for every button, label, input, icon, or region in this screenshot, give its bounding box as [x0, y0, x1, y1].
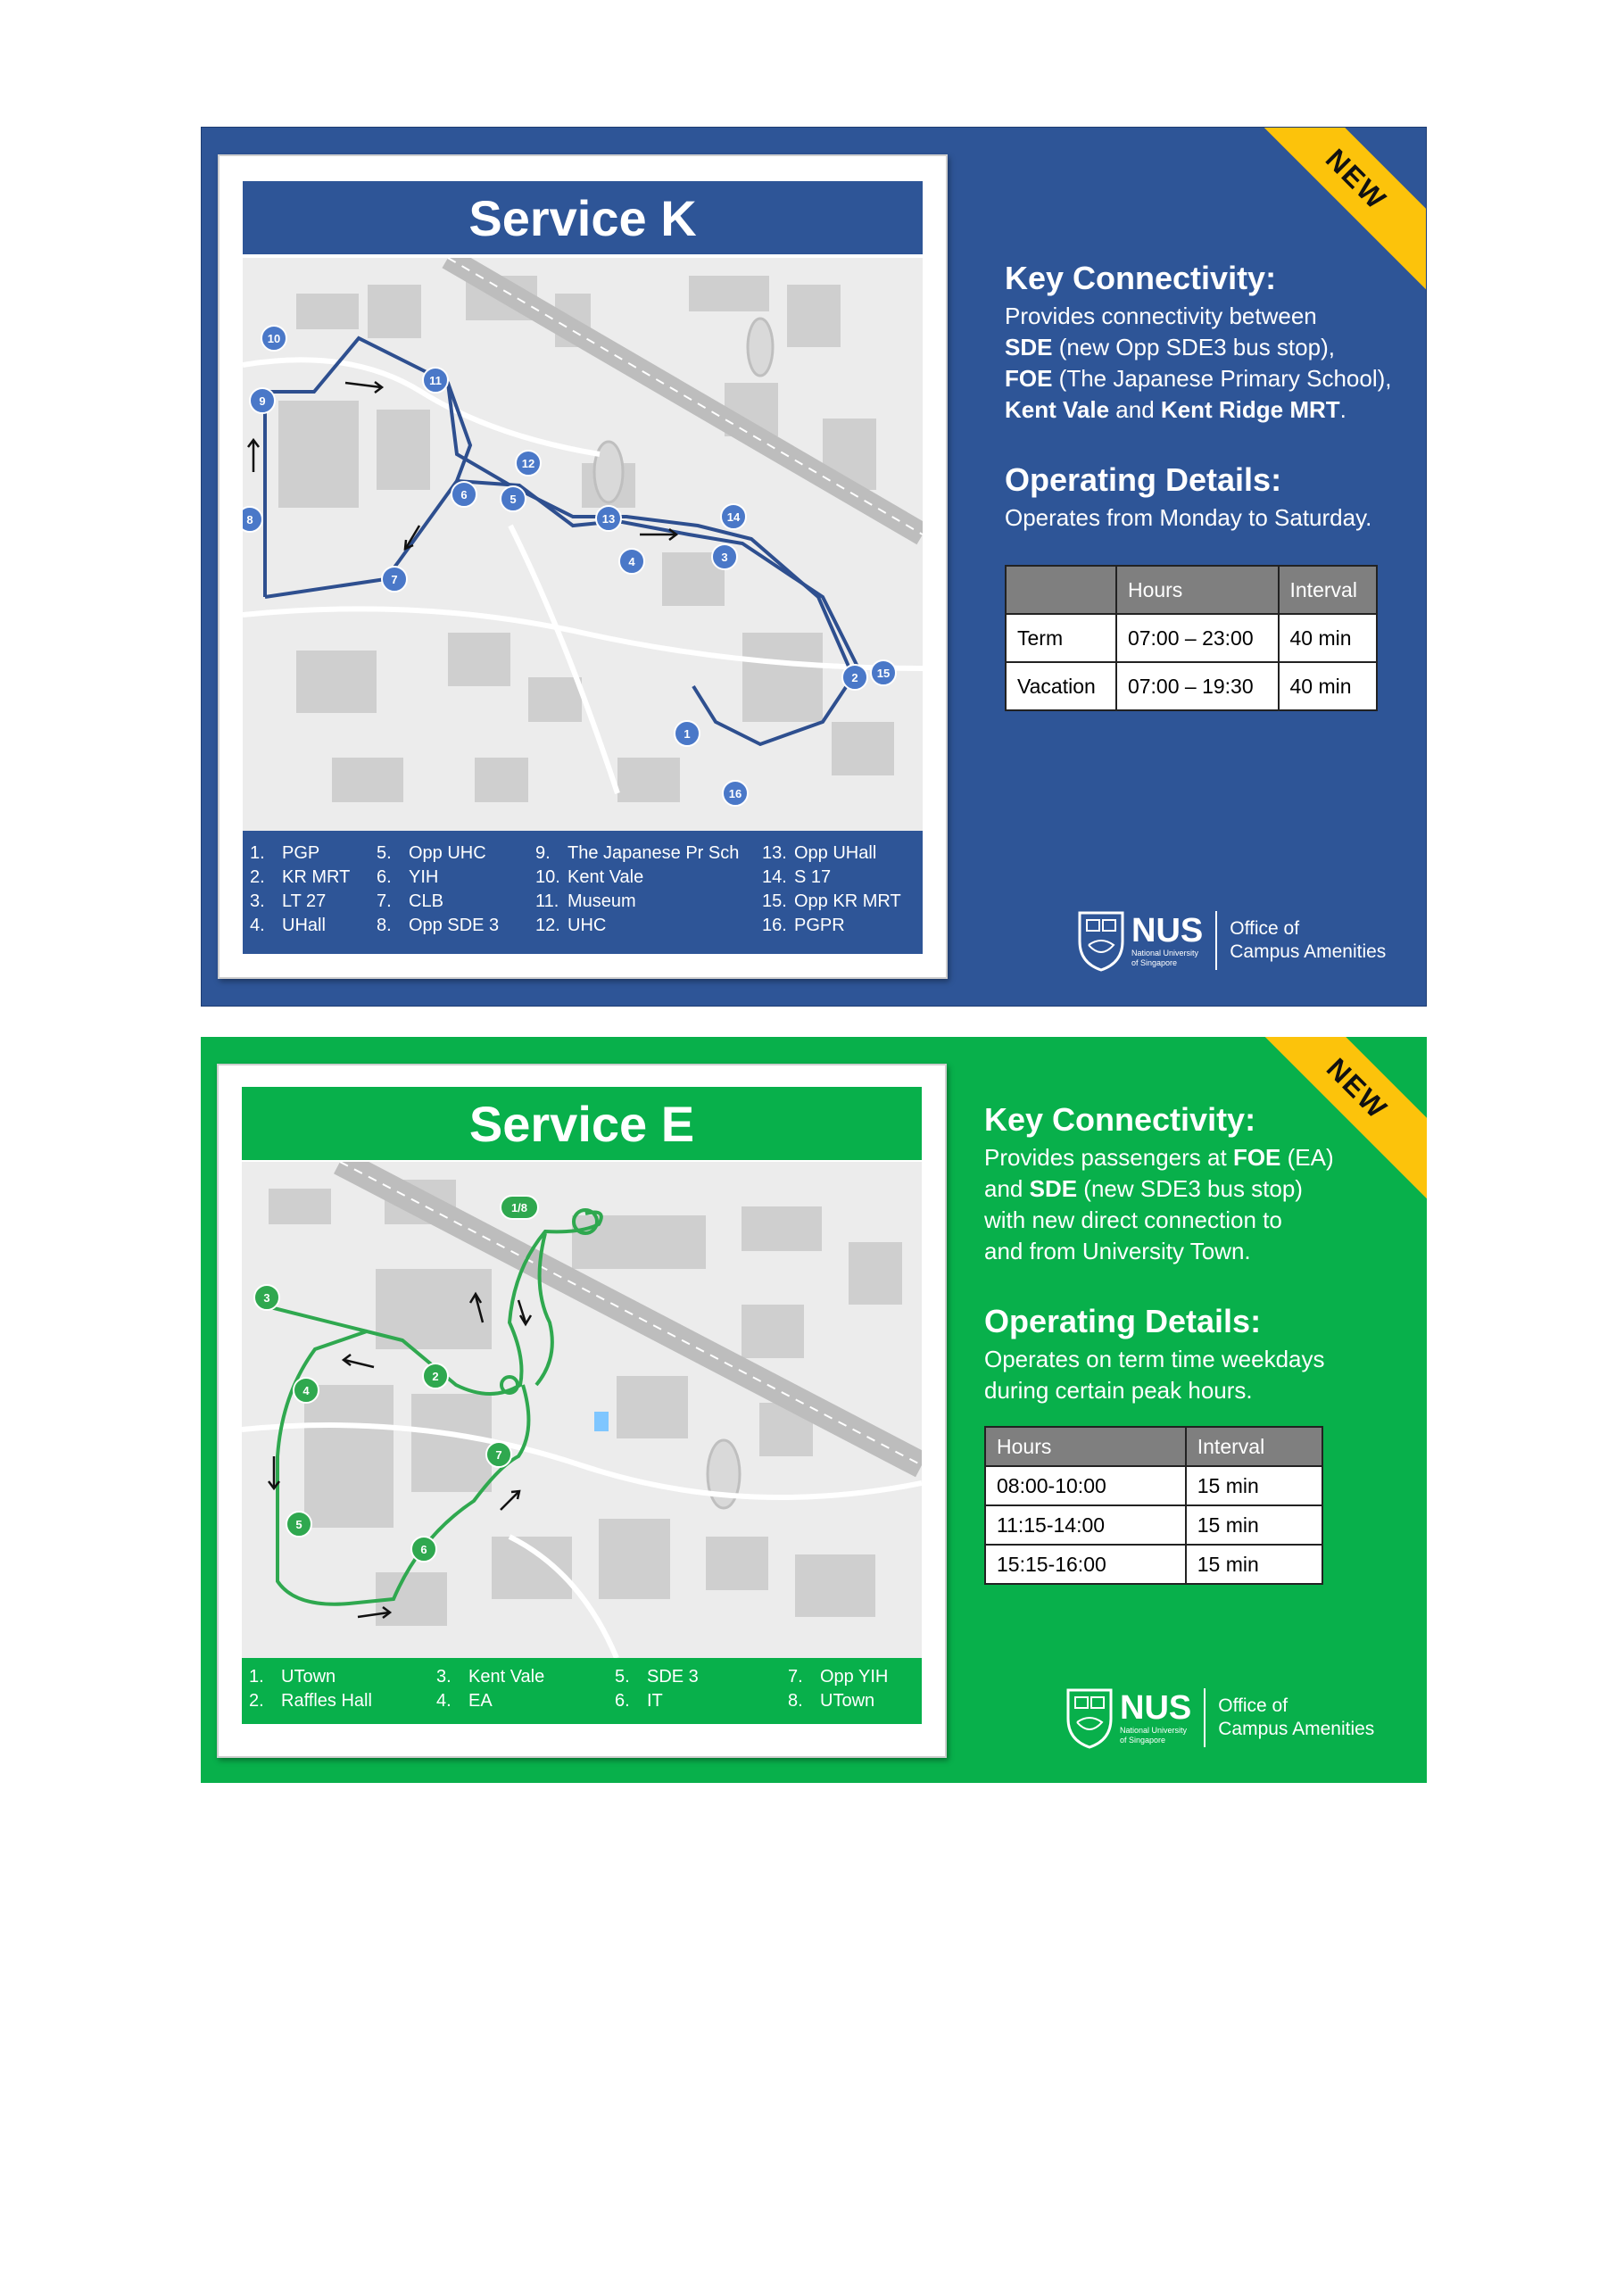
service-e-info: [984, 1101, 1404, 1406]
operating-details-heading: Operating Details:: [1005, 461, 1282, 498]
map-stop-label: 6: [420, 1543, 427, 1556]
map-stop-label: 2: [432, 1370, 439, 1383]
key-connectivity-heading: Key Connectivity:: [1005, 260, 1277, 296]
service-e-panel: [201, 1037, 1427, 1783]
table-row: 15:15-16:00 15 min: [985, 1545, 1322, 1584]
service-k-stop-legend: [243, 831, 923, 954]
map-stop-label: 4: [628, 555, 635, 568]
operating-details-heading: Operating Details:: [984, 1303, 1262, 1339]
map-stop-label: 4: [302, 1384, 310, 1397]
map-stop-label: 5: [510, 493, 517, 506]
key-connectivity-text: Provides connectivity between SDE (new Opp SDE3 bus stop), FOE (The Japanese Primary School), Kent Vale and Kent Ridge MRT.: [1005, 303, 1392, 423]
map-stop-label: 15: [876, 667, 891, 680]
legend-item: 1. UTown: [249, 1667, 336, 1687]
service-e-route-map: [242, 1162, 922, 1658]
map-stop-label: 14: [726, 510, 741, 524]
nus-crest-icon: [1076, 909, 1126, 972]
office-name: Office of Campus Amenities: [1218, 1695, 1375, 1739]
service-k-route-map: [243, 258, 923, 831]
legend-item: 10. Kent Vale: [535, 867, 644, 887]
map-stop-label: 10: [267, 332, 281, 345]
legend-item: 4. UHall: [250, 916, 326, 935]
legend-item: 8. UTown: [788, 1691, 875, 1711]
map-stop-label: 13: [601, 512, 616, 526]
map-stop-label: 1: [684, 727, 691, 741]
legend-item: 4. EA: [436, 1691, 493, 1711]
map-stop-label: 11: [429, 374, 442, 387]
table-header: Interval: [1279, 566, 1378, 614]
legend-item: 9. The Japanese Pr Sch: [535, 843, 740, 863]
map-stop-label: 7: [495, 1448, 502, 1462]
table-row: 08:00-10:00 15 min: [985, 1466, 1322, 1505]
map-stop-label: 6: [460, 488, 468, 501]
service-k-schedule-table: [1005, 565, 1378, 711]
logo-divider: [1215, 911, 1217, 970]
map-stop-label: 8: [246, 513, 253, 526]
legend-item: 5. SDE 3: [615, 1667, 699, 1687]
map-stop-label: 7: [391, 573, 398, 586]
legend-item: 14. S 17: [762, 867, 832, 887]
service-e-stop-legend: [242, 1658, 922, 1724]
legend-item: 8. Opp SDE 3: [377, 916, 500, 935]
map-stop-label: 9: [259, 394, 266, 408]
map-stop-label: 12: [521, 457, 535, 470]
service-k-info: [1005, 260, 1415, 534]
table-row: Vacation 07:00 – 19:30 40 min: [1006, 662, 1377, 710]
service-e-schedule-table: [984, 1426, 1323, 1585]
map-stop-label: 3: [263, 1291, 270, 1305]
map-stop-label: 16: [728, 787, 742, 800]
legend-item: 5. Opp UHC: [377, 843, 486, 863]
service-k-title: Service K: [243, 181, 923, 254]
service-k-map-svg: [243, 258, 923, 831]
table-row: 11:15-14:00 15 min: [985, 1505, 1322, 1545]
legend-item: 6. IT: [615, 1691, 663, 1711]
nus-crest-icon: [1065, 1687, 1114, 1749]
map-stop-label: 2: [851, 671, 858, 684]
legend-item: 7. CLB: [377, 891, 443, 911]
legend-item: 13. Opp UHall: [762, 843, 877, 863]
office-name: Office of Campus Amenities: [1230, 918, 1387, 962]
nus-oca-logo: NUS National University of Singapore Office of Campus Amenities: [1065, 1687, 1374, 1749]
table-header: Interval: [1186, 1427, 1322, 1466]
legend-item: 2. KR MRT: [250, 867, 351, 887]
map-stop-label: 1/8: [510, 1201, 528, 1214]
key-connectivity-heading: Key Connectivity:: [984, 1101, 1256, 1138]
legend-item: 7. Opp YIH: [788, 1667, 889, 1687]
legend-item: 2. Raffles Hall: [249, 1691, 372, 1711]
nus-oca-logo: NUS National University of Singapore Office of Campus Amenities: [1076, 909, 1386, 972]
service-e-map-card: [217, 1064, 947, 1758]
logo-divider: [1204, 1688, 1206, 1747]
table-header: Hours: [985, 1427, 1186, 1466]
nus-wordmark: NUS: [1131, 912, 1204, 949]
legend-item: 3. LT 27: [250, 891, 327, 911]
legend-item: 6. YIH: [377, 867, 439, 887]
nus-wordmark: NUS: [1120, 1689, 1192, 1727]
new-badge: NEW: [1320, 142, 1394, 216]
legend-item: 16. PGPR: [762, 916, 845, 935]
service-k-map-card: [218, 154, 948, 979]
map-stop-label: 3: [721, 551, 728, 564]
map-stop-label: 5: [295, 1518, 302, 1531]
service-e-map-svg: [242, 1162, 922, 1658]
operating-details-text: Operates from Monday to Saturday.: [1005, 504, 1372, 531]
legend-item: 1. PGP: [250, 843, 320, 863]
legend-item: 11. Museum: [535, 891, 636, 911]
table-row: Term 07:00 – 23:00 40 min: [1006, 614, 1377, 662]
service-k-panel: [201, 127, 1427, 1007]
legend-item: 3. Kent Vale: [436, 1667, 545, 1687]
operating-details-text: Operates on term time weekdays during certain peak hours.: [984, 1346, 1325, 1404]
table-header: Hours: [1116, 566, 1279, 614]
table-header: [1006, 566, 1116, 614]
legend-item: 15. Opp KR MRT: [762, 891, 901, 911]
legend-item: 12. UHC: [535, 916, 607, 935]
key-connectivity-text: Provides passengers at FOE (EA) and SDE (new SDE3 bus stop) with new direct connection to and from University Town.: [984, 1144, 1334, 1264]
new-badge: NEW: [1321, 1051, 1395, 1125]
service-e-title: Service E: [242, 1087, 922, 1160]
